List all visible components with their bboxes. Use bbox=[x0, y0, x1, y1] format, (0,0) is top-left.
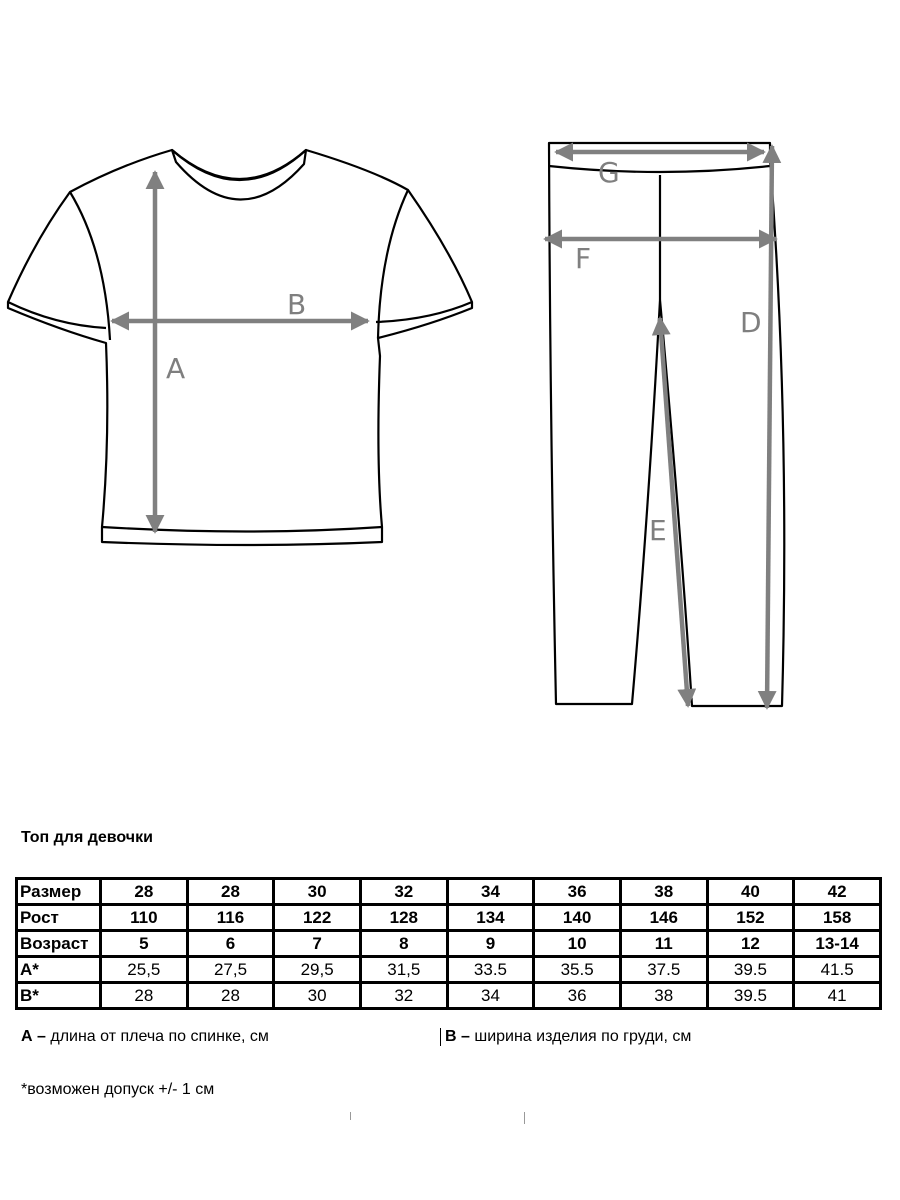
table-row bbox=[17, 879, 881, 905]
table-cell: 12 bbox=[707, 931, 794, 957]
table-row bbox=[17, 957, 881, 983]
legend-a-key: А – bbox=[21, 1028, 46, 1045]
table-cell: 39.5 bbox=[707, 983, 794, 1009]
table-cell: 10 bbox=[534, 931, 621, 957]
table-cell: 6 bbox=[187, 931, 274, 957]
label-g: G bbox=[598, 156, 620, 189]
row-header: B* bbox=[17, 983, 101, 1009]
table-cell: 152 bbox=[707, 905, 794, 931]
table-cell: 31,5 bbox=[360, 957, 447, 983]
table-cell: 32 bbox=[360, 983, 447, 1009]
table-cell: 28 bbox=[187, 879, 274, 905]
row-header: Рост bbox=[17, 905, 101, 931]
table-cell: 122 bbox=[274, 905, 361, 931]
table-cell: 32 bbox=[360, 879, 447, 905]
table-cell: 30 bbox=[274, 983, 361, 1009]
table-cell: 116 bbox=[187, 905, 274, 931]
table-cell: 34 bbox=[447, 879, 534, 905]
table-cell: 30 bbox=[274, 879, 361, 905]
table-cell: 36 bbox=[534, 983, 621, 1009]
table-cell: 110 bbox=[101, 905, 188, 931]
table-cell: 29,5 bbox=[274, 957, 361, 983]
table-cell: 38 bbox=[620, 983, 707, 1009]
legend-a-text: длина от плеча по спинке, см bbox=[45, 1028, 269, 1045]
size-table-body bbox=[17, 879, 881, 1009]
label-a: A bbox=[166, 352, 186, 385]
table-cell: 39.5 bbox=[707, 957, 794, 983]
table-cell: 41.5 bbox=[794, 957, 881, 983]
table-cell: 33.5 bbox=[447, 957, 534, 983]
table-cell: 158 bbox=[794, 905, 881, 931]
footnote: *возможен допуск +/- 1 см bbox=[21, 1081, 215, 1098]
table-cell: 40 bbox=[707, 879, 794, 905]
table-cell: 41 bbox=[794, 983, 881, 1009]
table-cell: 28 bbox=[187, 983, 274, 1009]
legend-b-text: ширина изделия по груди, см bbox=[469, 1028, 692, 1045]
row-header: Размер bbox=[17, 879, 101, 905]
table-cell: 11 bbox=[620, 931, 707, 957]
label-b: B bbox=[287, 288, 307, 321]
table-row bbox=[17, 983, 881, 1009]
table-cell: 134 bbox=[447, 905, 534, 931]
row-header: Возраст bbox=[17, 931, 101, 957]
scan-mark bbox=[350, 1112, 351, 1120]
table-cell: 5 bbox=[101, 931, 188, 957]
table-cell: 13-14 bbox=[794, 931, 881, 957]
legend-b bbox=[440, 1028, 691, 1046]
arrow-e bbox=[660, 318, 688, 706]
table-row bbox=[17, 905, 881, 931]
table-cell: 128 bbox=[360, 905, 447, 931]
table-cell: 36 bbox=[534, 879, 621, 905]
table-cell: 140 bbox=[534, 905, 621, 931]
arrow-d bbox=[767, 146, 772, 708]
table-cell: 35.5 bbox=[534, 957, 621, 983]
table-cell: 28 bbox=[101, 879, 188, 905]
table-cell: 8 bbox=[360, 931, 447, 957]
table-cell: 28 bbox=[101, 983, 188, 1009]
tshirt-drawing bbox=[8, 150, 472, 545]
tshirt-arrows bbox=[112, 172, 368, 532]
table-cell: 37.5 bbox=[620, 957, 707, 983]
table-cell: 7 bbox=[274, 931, 361, 957]
table-row bbox=[17, 931, 881, 957]
label-e: E bbox=[649, 514, 667, 547]
scan-mark bbox=[524, 1112, 525, 1124]
table-cell: 146 bbox=[620, 905, 707, 931]
table-cell: 42 bbox=[794, 879, 881, 905]
legend-a bbox=[21, 1028, 269, 1046]
table-title: Топ для девочки bbox=[21, 829, 153, 846]
legend-b-key: В – bbox=[445, 1028, 470, 1045]
table-cell: 27,5 bbox=[187, 957, 274, 983]
table-cell: 34 bbox=[447, 983, 534, 1009]
label-f: F bbox=[575, 242, 592, 275]
row-header: A* bbox=[17, 957, 101, 983]
table-cell: 38 bbox=[620, 879, 707, 905]
table-cell: 9 bbox=[447, 931, 534, 957]
table-cell: 25,5 bbox=[101, 957, 188, 983]
label-d: D bbox=[740, 306, 762, 339]
size-table bbox=[15, 877, 882, 1010]
